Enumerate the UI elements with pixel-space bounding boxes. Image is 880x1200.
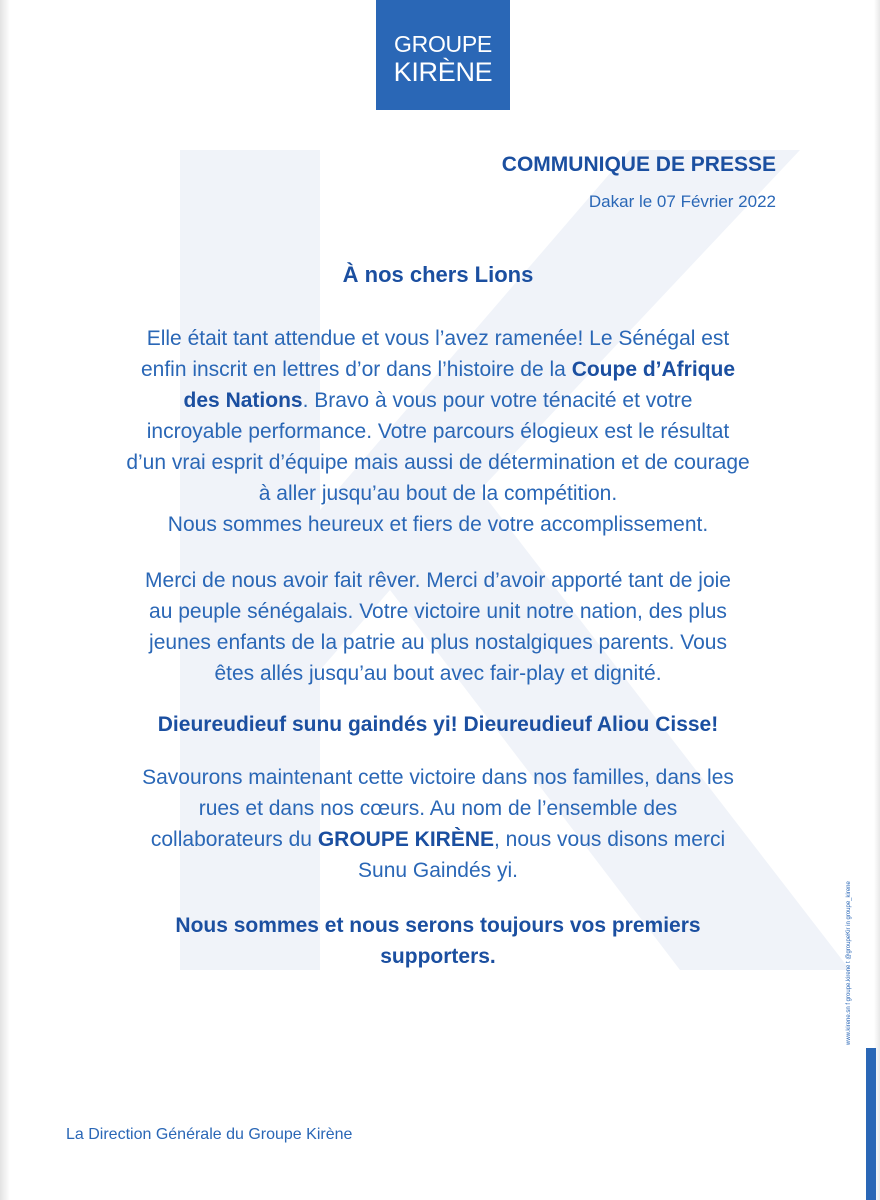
paragraph-line: rues et dans nos cœurs. Au nom de l’ensemble des	[198, 797, 678, 820]
page-edge-shadow-right	[874, 0, 880, 1200]
press-release-date: Dakar le 07 Février 2022	[588, 192, 776, 211]
paragraph-thanks	[60, 565, 816, 689]
salutation-heading: À nos chers Lions	[342, 262, 534, 287]
paragraph-line: Sunu Gaindés yi.	[358, 859, 518, 882]
paragraph-line: Elle était tant attendue et vous l’avez ramenée! Le Sénégal est	[146, 327, 730, 350]
groupe-kirene-logo	[376, 0, 510, 110]
paragraph-line: Merci de nous avoir fait rêver. Merci d’avoir apporté tant de joie	[145, 569, 731, 592]
social-links-footer: www.kirene.sn f groupe.kirene t @groupeKir in groupe_kirene	[846, 881, 852, 1045]
paragraph-line: collaborateurs du GROUPE KIRÈNE, nous vous disons merci	[150, 828, 726, 851]
paragraph-line: au peuple sénégalais. Votre victoire unit notre nation, des plus	[149, 600, 727, 623]
signature: La Direction Générale du Groupe Kirène	[66, 1126, 353, 1143]
closing-line: Nous sommes et nous serons toujours vos premiers	[175, 914, 701, 937]
paragraph-line: jeunes enfants de la patrie au plus nostalgiques parents. Vous	[149, 631, 727, 654]
paragraph-celebrate	[60, 762, 816, 886]
closing-line: supporters.	[380, 945, 496, 968]
press-release-title: COMMUNIQUE DE PRESSE	[501, 153, 776, 176]
paragraph-line: des Nations. Bravo à vous pour votre ténacité et votre	[183, 389, 693, 412]
paragraph-line: Savourons maintenant cette victoire dans nos familles, dans les	[142, 766, 734, 789]
slogan-line: Dieureudieuf sunu gaindés yi! Dieureudieuf Aliou Cisse!	[157, 713, 719, 736]
paragraph-line: incroyable performance. Votre parcours élogieux est le résultat	[146, 420, 730, 443]
paragraph-line: d’un vrai esprit d’équipe mais aussi de détermination et de courage	[126, 451, 750, 474]
logo-text-line1: GROUPE	[394, 31, 492, 57]
nations-bold: des Nations	[183, 389, 303, 412]
footer-accent-bar	[866, 1048, 876, 1200]
logo-text-line2: KIRÈNE	[393, 57, 493, 87]
paragraph-line: enfin inscrit en lettres d’or dans l’histoire de la Coupe d’Afrique	[140, 358, 736, 381]
paragraph-congratulations	[60, 323, 816, 540]
paragraph-line: êtes allés jusqu’au bout avec fair-play et dignité.	[214, 662, 662, 685]
paragraph-line: Nous sommes heureux et fiers de votre accomplissement.	[167, 513, 709, 536]
paragraph-line: à aller jusqu’au bout de la compétition.	[258, 482, 618, 505]
coupe-afrique-bold: Coupe d’Afrique	[571, 358, 736, 381]
page-edge-shadow-left	[0, 0, 10, 1200]
closing-statement	[60, 910, 816, 972]
groupe-kirene-bold: GROUPE KIRÈNE	[317, 828, 495, 851]
